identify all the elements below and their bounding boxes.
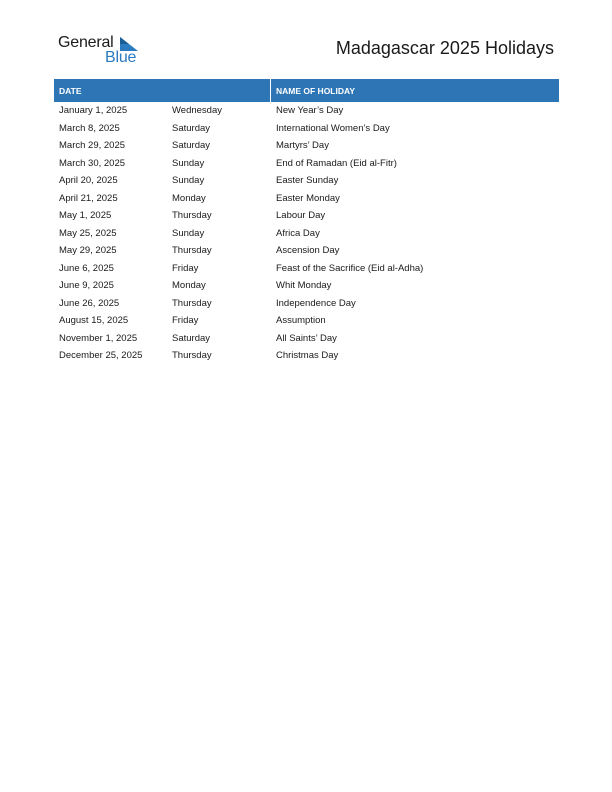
holiday-date: June 26, 2025	[59, 297, 120, 309]
table-row	[54, 172, 559, 190]
column-header-holiday: NAME OF HOLIDAY	[276, 85, 356, 96]
holiday-weekday: Monday	[172, 280, 206, 291]
holiday-date: December 25, 2025	[59, 350, 143, 361]
holiday-name: Africa Day	[276, 227, 320, 239]
holiday-date: March 8, 2025	[59, 122, 120, 134]
holiday-weekday: Thursday	[172, 245, 212, 256]
holiday-weekday: Saturday	[172, 332, 211, 344]
holiday-name: Feast of the Sacrifice (Eid al-Adha)	[276, 262, 424, 274]
holiday-name: Ascension Day	[276, 245, 340, 256]
table-row	[54, 295, 559, 313]
holiday-date: May 29, 2025	[59, 245, 117, 256]
table-row	[54, 155, 559, 173]
holiday-table	[54, 79, 559, 365]
holiday-weekday: Friday	[172, 315, 199, 326]
holiday-name: Assumption	[276, 315, 326, 326]
holiday-name: All Saints’ Day	[276, 332, 337, 344]
holiday-name: Labour Day	[276, 210, 326, 221]
table-row	[54, 312, 559, 330]
table-row	[54, 242, 559, 260]
holiday-weekday: Sunday	[172, 175, 205, 186]
table-row	[54, 190, 559, 208]
holiday-date: March 30, 2025	[59, 157, 126, 169]
table-row	[54, 137, 559, 155]
column-header-date: DATE	[59, 85, 82, 96]
holiday-date: May 25, 2025	[59, 227, 117, 239]
table-row	[54, 347, 559, 365]
table-row	[54, 277, 559, 295]
holiday-weekday: Sunday	[172, 227, 205, 239]
holiday-weekday: Thursday	[172, 297, 212, 309]
holiday-weekday: Thursday	[172, 210, 212, 221]
table-header	[54, 79, 559, 102]
holiday-date: April 20, 2025	[59, 175, 118, 186]
table-row	[54, 102, 559, 120]
table-row	[54, 225, 559, 243]
generalblue-logo	[58, 34, 148, 68]
table-body	[54, 102, 559, 365]
holiday-weekday: Wednesday	[172, 105, 222, 116]
holiday-date: June 9, 2025	[59, 280, 114, 291]
holiday-date: June 6, 2025	[59, 262, 114, 274]
holiday-date: April 21, 2025	[59, 192, 118, 204]
holiday-name: Whit Monday	[276, 280, 332, 291]
holiday-name: International Women’s Day	[276, 122, 390, 134]
holiday-name: End of Ramadan (Eid al-Fitr)	[276, 157, 397, 169]
holiday-weekday: Monday	[172, 192, 206, 204]
table-row	[54, 260, 559, 278]
table-row	[54, 330, 559, 348]
table-row	[54, 120, 559, 138]
holiday-name: Martyrs’ Day	[276, 140, 329, 151]
holiday-weekday: Friday	[172, 262, 199, 274]
holiday-name: Easter Sunday	[276, 175, 339, 186]
page-title: Madagascar 2025 Holidays	[335, 38, 554, 58]
holiday-weekday: Saturday	[172, 140, 211, 151]
holiday-name: Easter Monday	[276, 192, 340, 204]
holiday-name: New Year’s Day	[276, 105, 344, 116]
holiday-date: January 1, 2025	[59, 105, 128, 116]
holiday-name: Independence Day	[276, 297, 356, 309]
logo-word-blue: Blue	[105, 49, 137, 66]
header-divider	[270, 79, 271, 102]
holiday-date: March 29, 2025	[59, 140, 126, 151]
holiday-weekday: Thursday	[172, 350, 212, 361]
holiday-weekday: Sunday	[172, 157, 205, 169]
holiday-name: Christmas Day	[276, 350, 339, 361]
holiday-weekday: Saturday	[172, 122, 211, 134]
holiday-date: May 1, 2025	[59, 210, 112, 221]
table-row	[54, 207, 559, 225]
holiday-date: August 15, 2025	[59, 315, 129, 326]
holiday-date: November 1, 2025	[59, 332, 138, 344]
logo-word-general: General	[58, 34, 114, 51]
